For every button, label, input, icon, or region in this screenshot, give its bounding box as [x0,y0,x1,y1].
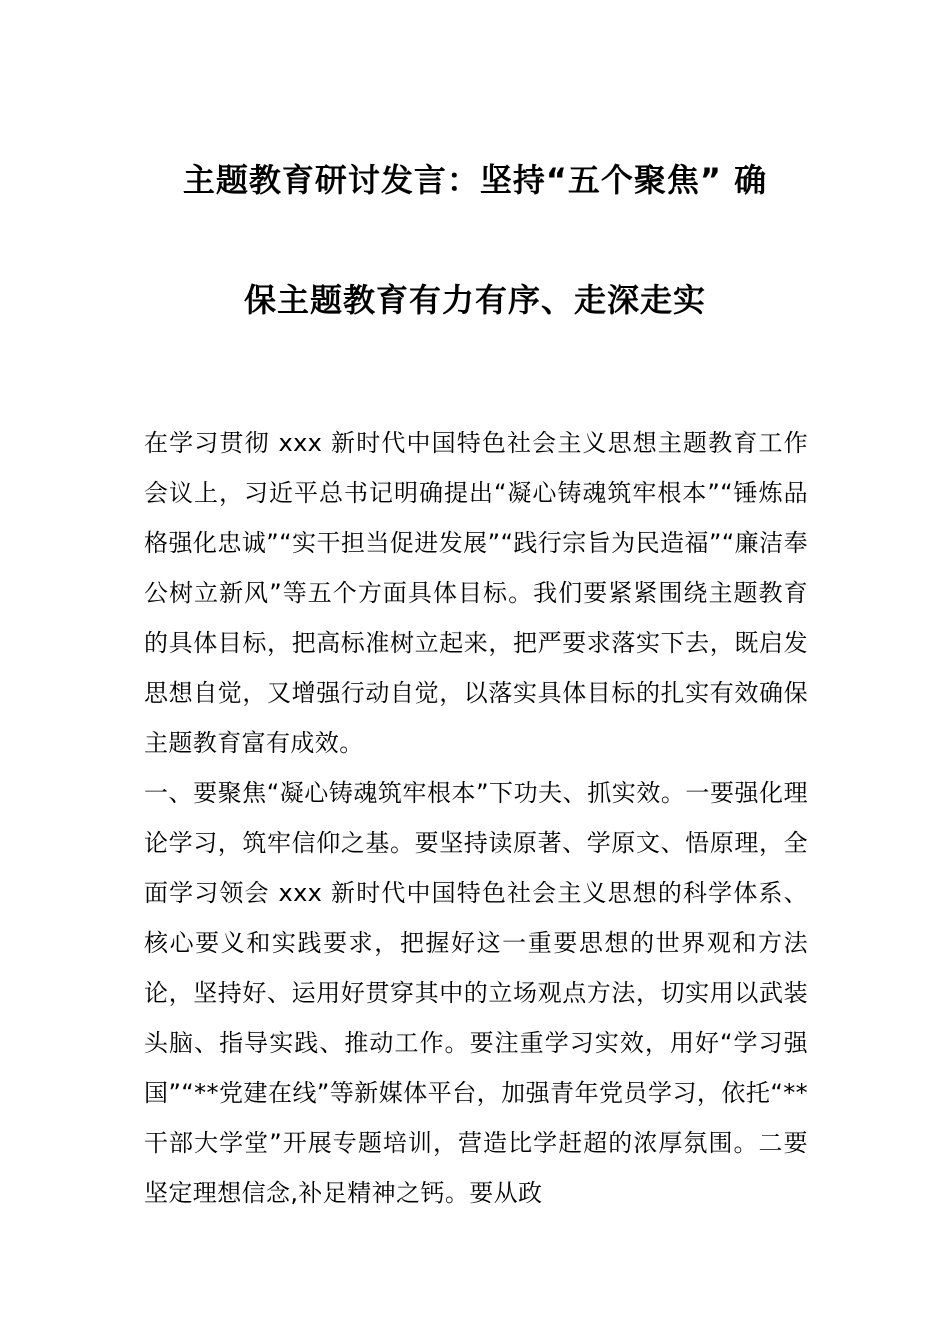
document-title-line-1: 主题教育研讨发言：坚持“五个聚焦” 确 [182,161,768,199]
document-title-line-2: 保主题教育有力有序、走深走实 [243,281,706,319]
paragraph-intro: 在学习贯彻 xxx 新时代中国特色社会主义思想主题教育工作会议上，习近平总书记明确提出“凝心铸魂筑牢根本”“锤炼品格强化忠诚”“实干担当促进发展”“践行宗旨为民造福”“廉洁奉公树立新风”等五个方面具体目标。我们要紧紧围绕主题教育的具体目标，把高标准树立起来，把严要求落实下去，既启发思想自觉，又增强行动自觉，以落实具体目标的扎实有效确保主题教育富有成效。 [144,429,808,757]
document-body [144,418,808,1218]
paragraph-section-1: 一、要聚焦“凝心铸魂筑牢根本”下功夫、抓实效。一要强化理论学习，筑牢信仰之基。要坚持读原著、学原文、悟原理，全面学习领会 xxx 新时代中国特色社会主义思想的科学体系、核心要义和实践要求，把握好这一重要思想的世界观和方法论，坚持好、运用好贯穿其中的立场观点方法，切实用以武装头脑、指导实践、推动工作。要注重学习实效，用好“学习强国”“**党建在线”等新媒体平台，加强青年党员学习，依托“**干部大学堂”开展专题培训，营造比学赶超的浓厚氛围。二要坚定理想信念,补足精神之钙。要从政 [144,779,808,1207]
